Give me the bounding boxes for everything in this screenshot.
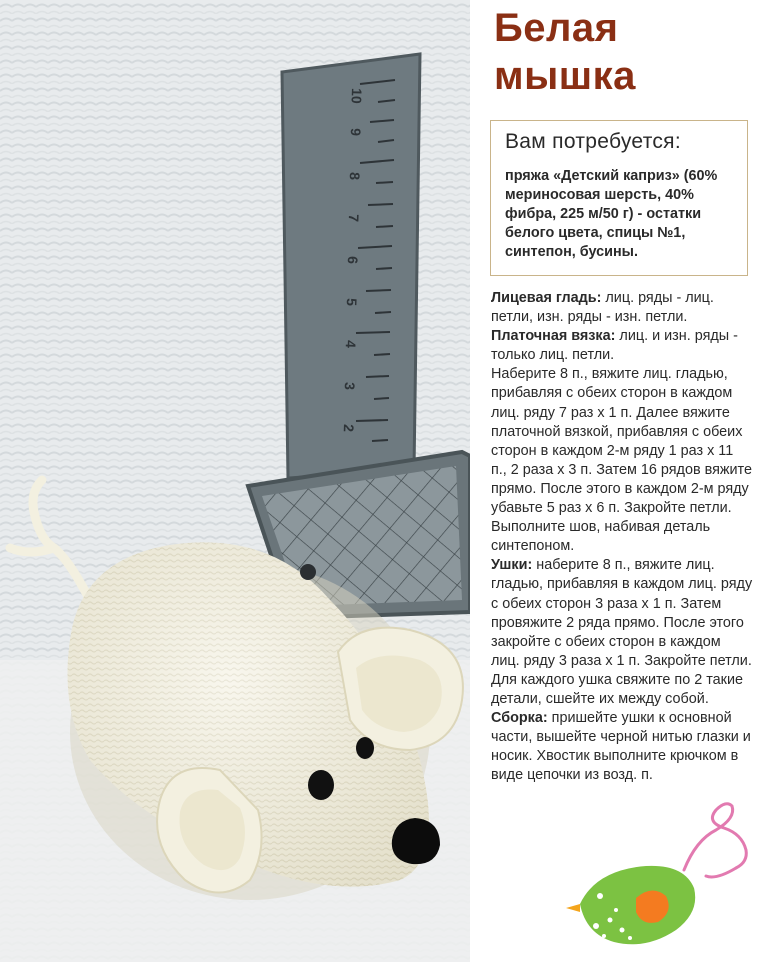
instruction-text: лиц. ряды - лиц. петли, изн. ряды - изн. петли. — [491, 290, 714, 326]
instruction-term: Сборка: — [491, 710, 548, 727]
instruction-paragraph — [491, 365, 753, 556]
instructions — [491, 289, 753, 785]
ruler-number-10: 10 — [348, 87, 365, 105]
title-line-2: мышка — [494, 54, 636, 98]
instruction-text: наберите 8 п., вяжите лиц. гладью, прибавляя в каждом лиц. ряду с обеих сторон 3 раза х 1 п. Затем провяжите 2 ряда прямо. После этого закройте с обеих сторон в каждом лиц. ряду 3 раза х 1 п. Закройте петли. Для каждого ушка свяжите по 2 такие детали, сшейте их между собой. — [491, 557, 753, 707]
ruler-number-3: 3 — [341, 381, 358, 391]
instruction-text: лиц. и изн. ряды - только лиц. петли. — [491, 328, 738, 364]
instruction-paragraph — [491, 556, 753, 709]
instruction-term: Платочная вязка: — [491, 328, 616, 345]
instruction-paragraph — [491, 327, 753, 365]
ruler-number-6: 6 — [344, 255, 361, 265]
materials-text: пряжа «Детский каприз» (60% мериносовая шерсть, 40% фибра, 225 м/50 г) - остатки белого цвета, спицы №1, синтепон, бусины. — [505, 168, 718, 260]
ruler-number-7: 7 — [345, 213, 362, 223]
materials-heading: Вам потребуется: — [505, 130, 681, 153]
mouse-nose — [392, 818, 440, 864]
instruction-text: Наберите 8 п., вяжите лиц. гладью, прибавляя с обеих сторон в каждом лиц. ряду 7 раз х 1 п. Далее вяжите платочной вязкой, прибавляя с обеих сторон в каждом 2-м ряду 1 раз х 11 п., 2 раза х 3 п. Затем 16 рядов вяжите прямо. После этого в каждом 2-м ряду убавьте 5 раз х 6 п. Закройте петли. Выполните шов, набивая деталь синтепоном. — [491, 366, 752, 555]
ruler-number-2: 2 — [340, 423, 357, 433]
ruler-number-5: 5 — [343, 297, 360, 307]
instruction-paragraph — [491, 709, 753, 785]
instruction-paragraph — [491, 289, 753, 327]
ruler-number-8: 8 — [346, 171, 363, 181]
ruler-number-9: 9 — [347, 127, 364, 137]
mouse-eye-right — [356, 737, 374, 759]
mouse-eye-left — [308, 770, 334, 800]
instruction-term: Ушки: — [491, 557, 533, 574]
ruler-number-4: 4 — [342, 339, 359, 349]
page-title — [494, 4, 764, 100]
ruler — [282, 54, 420, 478]
instruction-term: Лицевая гладь: — [491, 290, 602, 306]
instruction-text: пришейте ушки к основной части, вышейте черной нитью глазки и носик. Хвостик выполните крючком в виде цепочки из возд. п. — [491, 710, 751, 784]
title-line-1: Белая — [494, 6, 619, 50]
materials-box — [490, 120, 748, 276]
bird-icon — [566, 800, 756, 955]
